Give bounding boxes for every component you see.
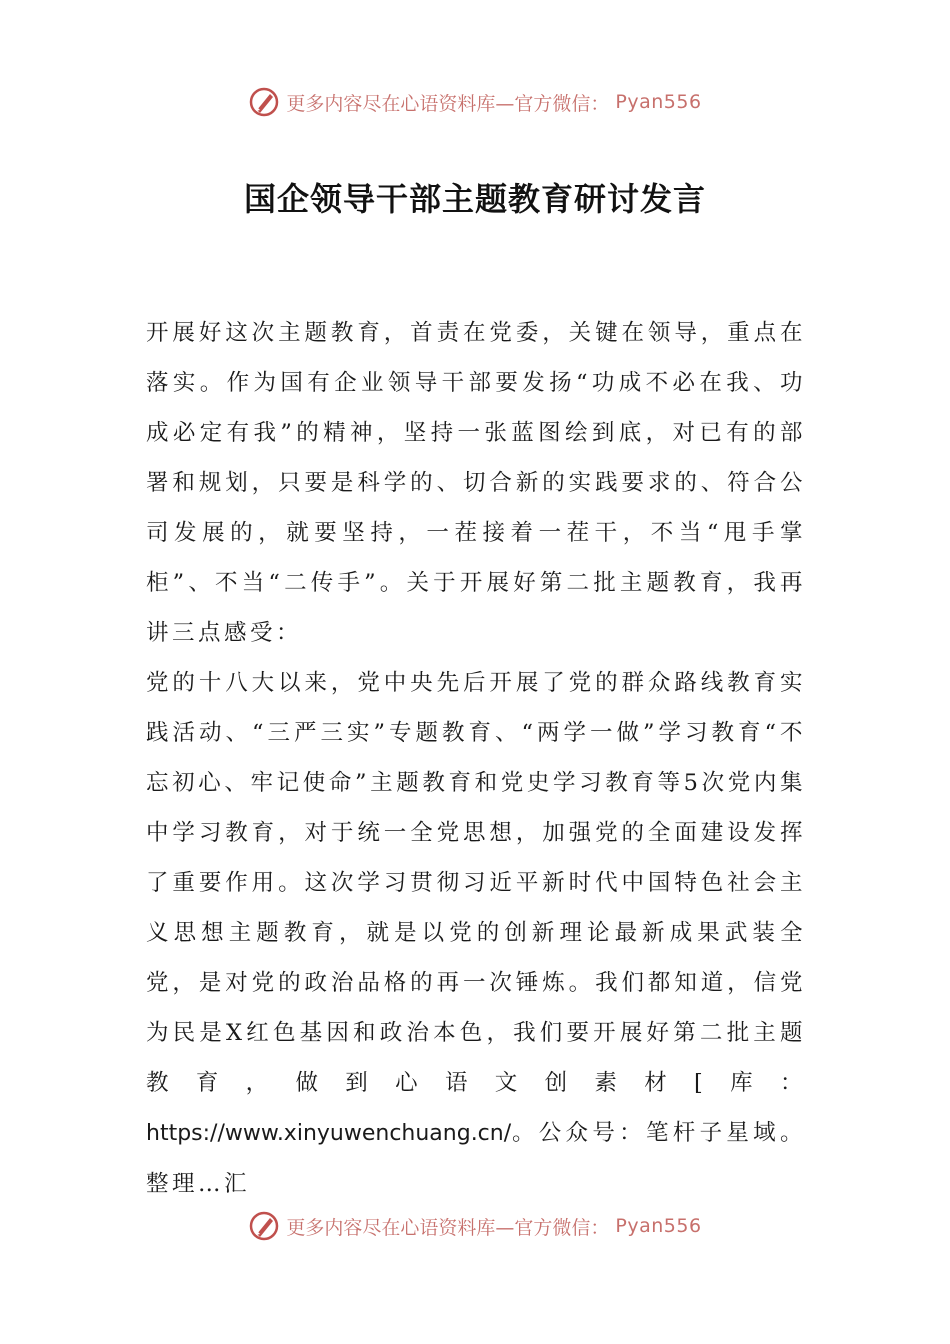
paragraph-1: 开展好这次主题教育，首责在党委，关键在领导，重点在落实。作为国有企业领导干部要发扬“功成不必在我、功成必定有我”的精神，坚持一张蓝图绘到底，对已有的部署和规划，只要是科学的、切合新的实践要求的、符合公司发展的，就要坚持，一茬接着一茬干，不当“甩手掌柜”、不当“二传手”。关于开展好第二批主题教育，我再讲三点感受： — [146, 320, 806, 646]
watermark-footer — [0, 1210, 950, 1242]
paragraph-2-tail: 。公众号：笔杆子星域。整理…汇 — [146, 1120, 806, 1197]
document-title: 国企领导干部主题教育研讨发言 — [243, 180, 706, 218]
paragraph-2 — [146, 658, 806, 1209]
pen-logo-icon — [248, 1210, 280, 1242]
paragraph-2-text: 党的十八大以来，党中央先后开展了党的群众路线教育实践活动、“三严三实”专题教育、“两学一做”学习教育“不忘初心、牢记使命”主题教育和党史学习教育等5次党内集中学习教育，对于统一全党思想，加强党的全面建设发挥了重要作用。这次学习贯彻习近平新时代中国特色社会主义思想主题教育，就是以党的创新理论最新成果武装全党，是对党的政治品格的再一次锤炼。我们都知道，信党为民是X红色基因和政治本色，我们要开展好第二批主题教育，做到心语文创素材[ — [146, 670, 806, 1096]
watermark-header — [0, 86, 950, 118]
watermark-handle: Pyan556 — [615, 91, 702, 113]
document-body — [146, 308, 806, 1209]
watermark-text: 更多内容尽在心语资料库—官方微信： — [286, 1216, 610, 1239]
watermark-text: 更多内容尽在心语资料库—官方微信： — [286, 92, 610, 115]
library-label: 库： — [706, 1070, 806, 1096]
pen-logo-icon — [248, 86, 280, 118]
watermark-handle: Pyan556 — [615, 1215, 702, 1237]
website-url[interactable]: https://www.xinyuwenchuang.cn/ — [146, 1121, 512, 1146]
